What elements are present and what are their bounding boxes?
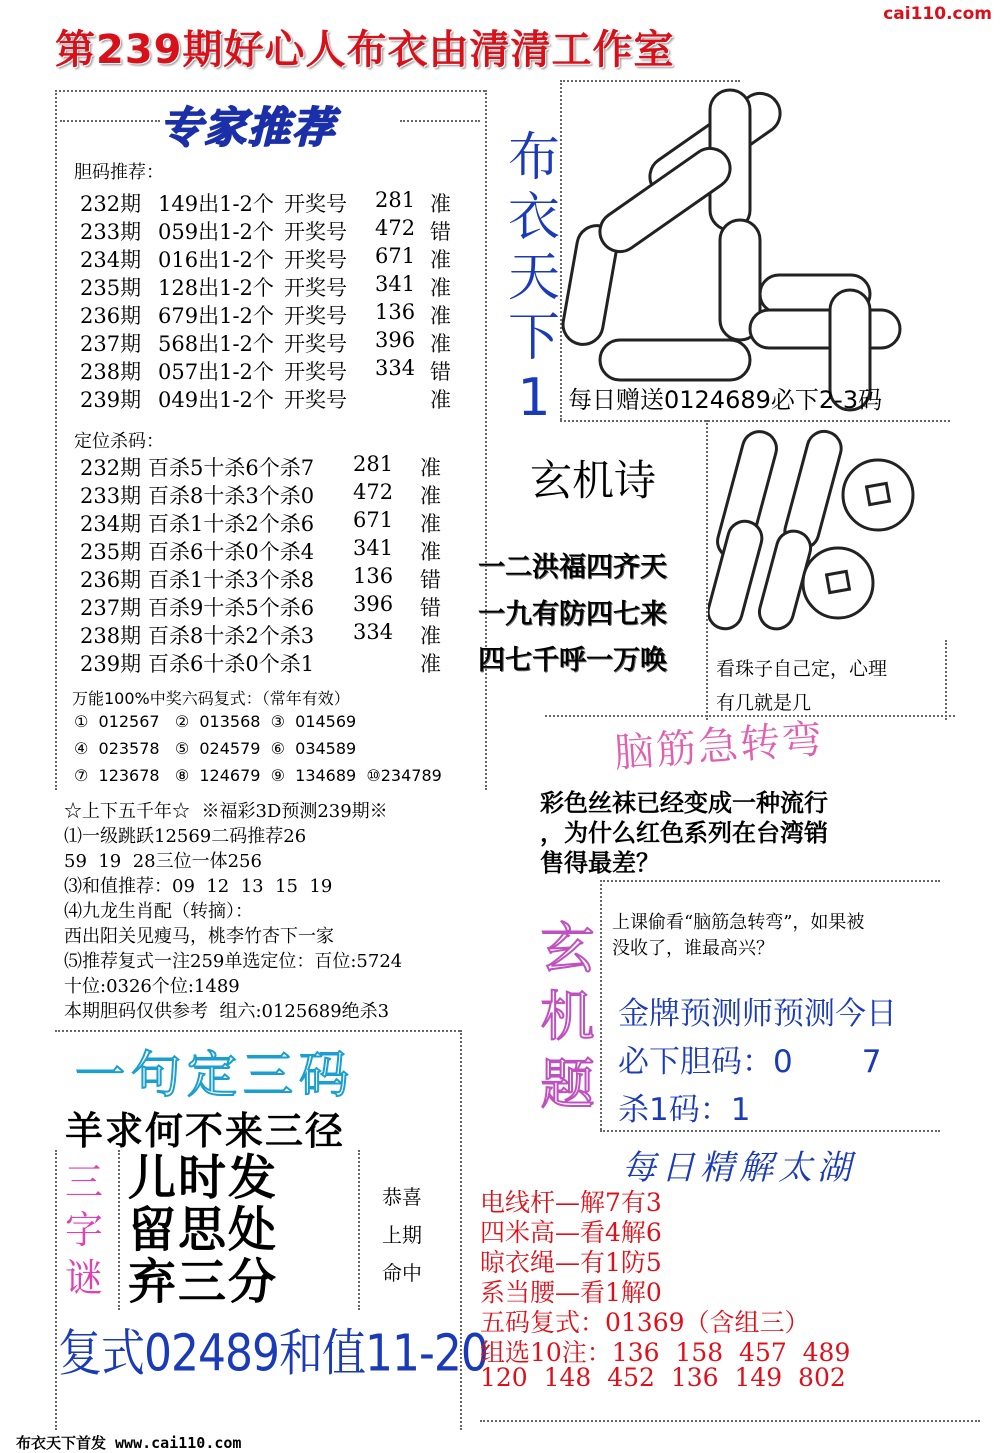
- divider: [600, 880, 602, 1130]
- dan-label: 胆码推荐：: [74, 162, 164, 183]
- page-title: 第239期好心人布衣由清清工作室: [55, 27, 675, 73]
- history-line: ⑶和值推荐：09 12 13 15 19: [64, 876, 333, 897]
- divider: [60, 120, 160, 122]
- gold-title: 金牌预测师预测今日: [618, 996, 897, 1032]
- taihu-line: 四米高—看4解6: [480, 1218, 662, 1247]
- history-line: 十位:0326个位:1489: [64, 976, 240, 997]
- history-line: 59 19 28三位一体256: [64, 851, 262, 872]
- history-line: 本期胆码仅供参考 组六:0125689绝杀3: [64, 1001, 390, 1022]
- fushi-line: 复式02489和值11-20: [58, 1324, 488, 1384]
- naojin-title: 脑筋急转弯: [612, 716, 826, 777]
- bidan-line: 必下胆码：0 7: [618, 1044, 882, 1080]
- divider: [945, 640, 947, 720]
- wanneng-row: ④ 023578 ⑤ 024579 ⑥ 034589: [74, 739, 357, 758]
- divider: [55, 1150, 57, 1430]
- history-line: ⑴一级跳跃12569二码推荐26: [64, 826, 307, 847]
- yiju-line: 羊求何不来三径: [65, 1109, 346, 1153]
- poem-line: 四七千呼一万唤: [478, 645, 667, 676]
- beads-coins-icon: [708, 420, 948, 640]
- history-line: ⑷九龙生肖配（转摘）：: [64, 901, 253, 922]
- bead-note: 看珠子自己定，心理 有几就是几: [716, 658, 888, 714]
- footer-text[interactable]: 布衣天下首发 www.cai110.com: [16, 1434, 242, 1452]
- history-line: 西出阳关见瘦马，桃李竹杏下一家: [64, 926, 334, 947]
- expert-title: 专家推荐: [160, 103, 337, 152]
- xuanji-title: 玄机诗: [530, 456, 657, 505]
- sha-line: 杀1码：1: [618, 1092, 751, 1128]
- divider: [55, 90, 57, 790]
- divider: [480, 1420, 980, 1422]
- xuanji-ti-question: 上课偷看“脑筋急转弯”，如果被 没收了，谁最高兴？: [612, 912, 865, 959]
- xuanji-ti-label: 玄 机 题: [540, 917, 595, 1116]
- taihu-title: 每日精解太湖: [622, 1148, 856, 1188]
- divider: [55, 90, 485, 92]
- divider: [600, 1130, 940, 1132]
- poem-line: 一九有防四七来: [478, 599, 667, 630]
- buyi-vertical: 布 衣 天 下 1: [507, 128, 560, 428]
- history-line: ☆上下五千年☆ ※福彩3D预测239期※: [64, 801, 388, 822]
- naojin-question: 彩色丝袜已经变成一种流行 ，为什么红色系列在台湾销 售得最差？: [540, 789, 828, 877]
- divider: [600, 880, 940, 882]
- riddle-lines: 儿时发 留思处 弃三分: [128, 1150, 279, 1310]
- ding-label: 定位杀码：: [74, 431, 164, 452]
- beads-abacus-icon: [560, 80, 940, 420]
- history-line: ⑸推荐复式一注259单选定位：百位:5724: [64, 951, 403, 972]
- wanneng-label: 万能100%中奖六码复式：（常年有效）: [72, 689, 350, 708]
- riddle-label: 三 字 谜: [64, 1160, 103, 1300]
- divider: [55, 1030, 460, 1032]
- gift-line: 每日赠送0124689必下2-3码: [568, 386, 883, 414]
- poem-line: 一二洪福四齐天: [478, 552, 667, 583]
- divider: [485, 90, 487, 790]
- site-url[interactable]: cai110.com: [883, 4, 992, 24]
- congrats: 恭喜 上期 命中: [382, 1185, 422, 1285]
- taihu-line: 晾衣绳—有1防5: [480, 1248, 662, 1277]
- taihu-line: 五码复式：01369（含组三）: [480, 1308, 810, 1337]
- wanneng-row: ① 012567 ② 013568 ③ 014569: [74, 712, 357, 731]
- divider: [400, 120, 480, 122]
- wanneng-row: ⑦ 123678 ⑧ 124679 ⑨ 134689 ⑩234789: [74, 766, 442, 785]
- taihu-line: 电线杆—解7有3: [480, 1188, 662, 1217]
- taihu-line: 120 148 452 136 149 802: [480, 1363, 846, 1392]
- taihu-line: 系当腰—看1解0: [480, 1278, 662, 1307]
- taihu-line: 组选10注：136 158 457 489: [480, 1338, 851, 1367]
- yiju-title: 一句定三码: [75, 1046, 355, 1104]
